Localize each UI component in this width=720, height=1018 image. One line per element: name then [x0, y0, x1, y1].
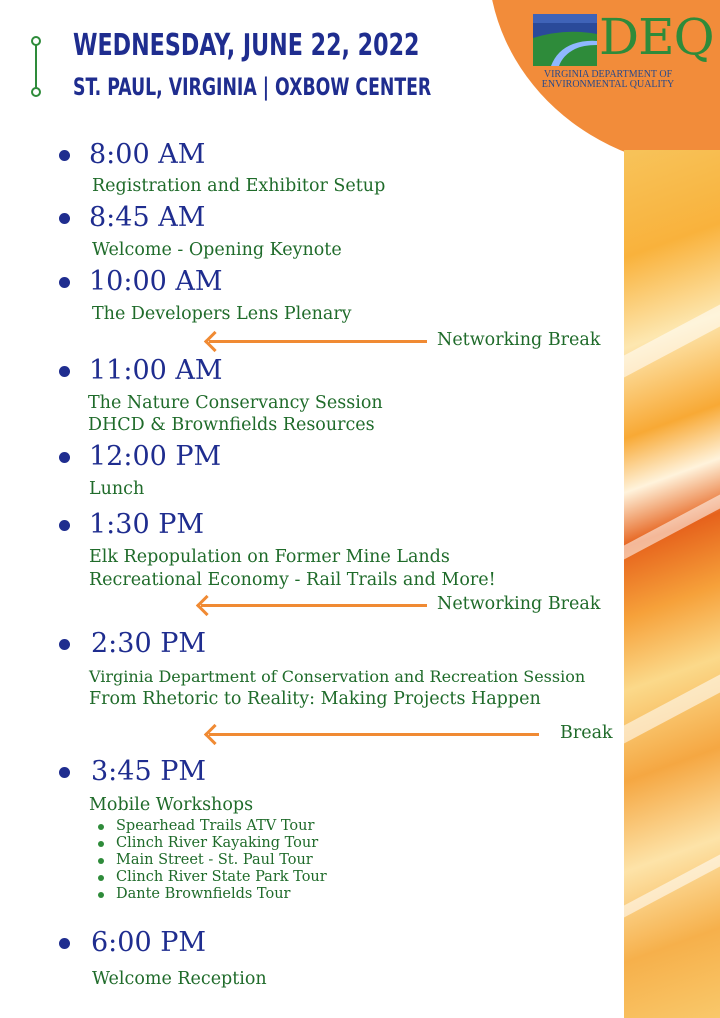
schedule-bullet	[59, 767, 70, 778]
event-location: ST. PAUL, VIRGINIA | OXBOW CENTER	[73, 73, 432, 101]
schedule-bullet	[59, 520, 70, 531]
workshop-bullet	[98, 892, 104, 898]
schedule-bullet	[59, 150, 70, 161]
deq-logo-mark	[533, 14, 597, 66]
schedule-time: 8:00 AM	[89, 139, 206, 170]
workshop-item: Clinch River State Park Tour	[116, 869, 327, 885]
schedule-item: Welcome - Opening Keynote	[92, 240, 342, 260]
workshop-bullet	[98, 858, 104, 864]
schedule-item: The Nature Conservancy Session	[88, 393, 383, 413]
workshop-item: Spearhead Trails ATV Tour	[116, 818, 315, 834]
deq-logo-subtitle-line1: VIRGINIA DEPARTMENT OF	[543, 69, 673, 80]
break-label: Networking Break	[437, 594, 601, 614]
schedule-item: DHCD & Brownfields Resources	[88, 415, 375, 435]
schedule-time: 12:00 PM	[89, 441, 222, 472]
schedule-time: 3:45 PM	[91, 756, 207, 787]
break-arrow	[201, 604, 427, 607]
break-arrow	[209, 733, 539, 736]
schedule-time: 6:00 PM	[91, 927, 207, 958]
deq-logo-subtitle	[533, 70, 683, 90]
schedule-bullet	[59, 452, 70, 463]
deq-logo	[533, 8, 714, 94]
break-arrow	[209, 340, 427, 343]
workshop-item: Dante Brownfields Tour	[116, 886, 291, 902]
schedule-item: Welcome Reception	[92, 969, 267, 989]
header-timeline-dot	[31, 87, 41, 97]
schedule-item: From Rhetoric to Reality: Making Projects Happen	[89, 689, 541, 709]
schedule-item: Virginia Department of Conservation and Recreation Session	[89, 667, 586, 686]
schedule-bullet	[59, 213, 70, 224]
schedule-bullet	[59, 277, 70, 288]
workshop-bullet	[98, 875, 104, 881]
schedule-bullet	[59, 366, 70, 377]
schedule-item: Mobile Workshops	[89, 795, 254, 815]
schedule-item: Recreational Economy - Rail Trails and More!	[89, 570, 496, 590]
header-timeline-dot	[31, 36, 41, 46]
schedule-time: 1:30 PM	[89, 509, 205, 540]
schedule-item: Lunch	[89, 479, 145, 499]
workshop-item: Clinch River Kayaking Tour	[116, 835, 319, 851]
break-label: Break	[560, 723, 613, 743]
workshop-bullet	[98, 824, 104, 830]
schedule-time: 11:00 AM	[89, 355, 223, 386]
header-timeline-line	[35, 44, 37, 90]
deq-logo-subtitle-line2: ENVIRONMENTAL QUALITY	[541, 79, 675, 90]
schedule-time: 2:30 PM	[91, 628, 207, 659]
workshop-bullet	[98, 841, 104, 847]
schedule-bullet	[59, 639, 70, 650]
schedule-item: The Developers Lens Plenary	[92, 304, 352, 324]
workshop-item: Main Street - St. Paul Tour	[116, 852, 313, 868]
deq-logo-acronym: DEQ	[599, 8, 714, 66]
event-date: WEDNESDAY, JUNE 22, 2022	[73, 28, 420, 63]
schedule-bullet	[59, 938, 70, 949]
schedule-item: Elk Repopulation on Former Mine Lands	[89, 547, 450, 567]
schedule-time: 8:45 AM	[89, 202, 206, 233]
schedule-item: Registration and Exhibitor Setup	[92, 176, 386, 196]
break-label: Networking Break	[437, 330, 601, 350]
schedule-time: 10:00 AM	[89, 266, 223, 297]
